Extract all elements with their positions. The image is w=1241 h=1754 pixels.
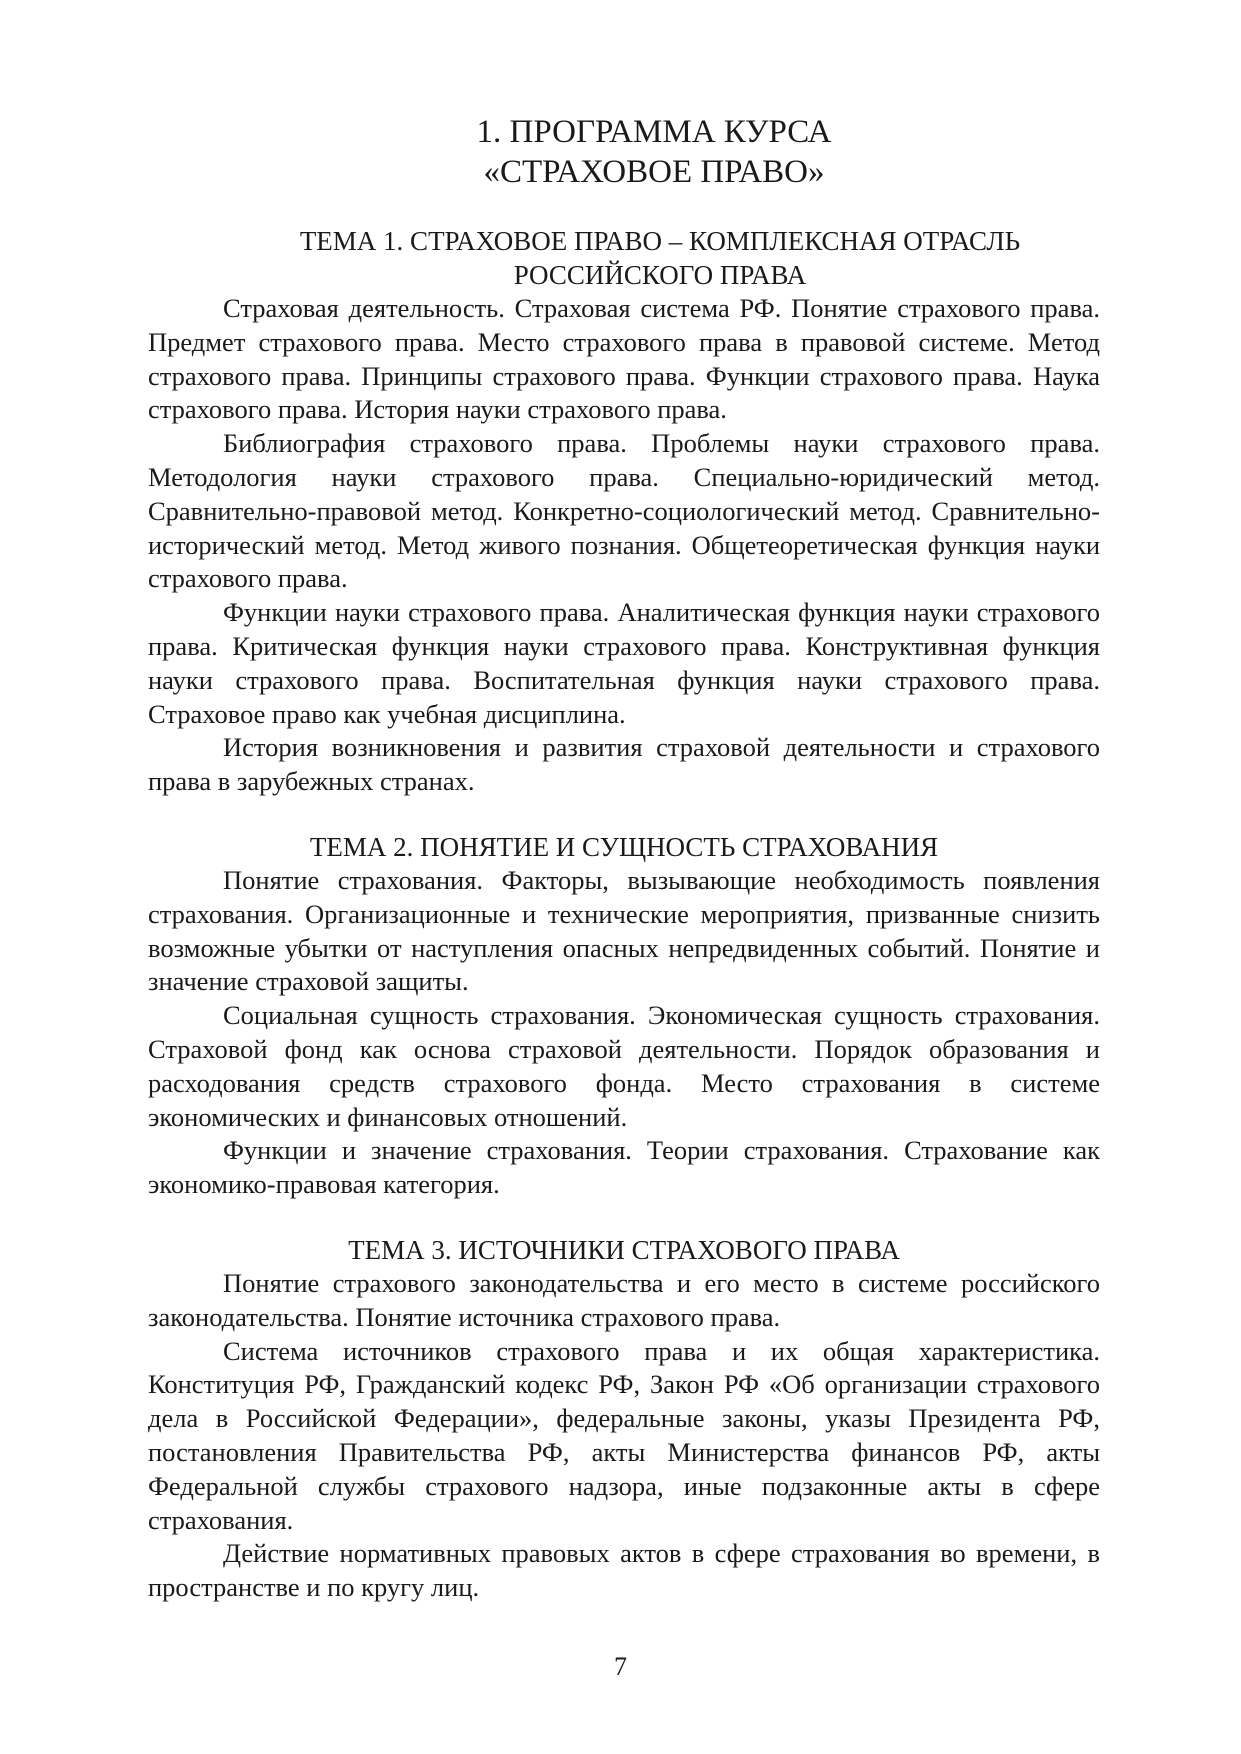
topic-3-paragraph-2: Система источников страхового права и их общая характеристика. Конституция РФ, Гражданский кодекс РФ, Закон РФ «Об организации страхового дела в Российской Федерации», федеральные законы, указы Президента РФ, постановления Правительства РФ, акты Министерства финансов РФ, акты Федеральной службы страхового надзора, иные подзаконные акты в сфере страхования. (148, 1335, 1100, 1535)
topic-3-heading (148, 1233, 1100, 1267)
topic-3-paragraph-1: Понятие страхового законодательства и его место в системе российского законодательства. Понятие источника страхового права. (148, 1267, 1100, 1332)
topic-1-section (148, 224, 1100, 799)
topic-1-heading-line-1: ТЕМА 1. СТРАХОВОЕ ПРАВО – КОМПЛЕКСНАЯ ОТРАСЛЬ (299, 226, 1021, 256)
topic-1-paragraph-3: Функции науки страхового права. Аналитическая функция науки страхового права. Критическая функция науки страхового права. Конструктивная функция науки страхового права. Воспитательная функция науки страхового права. Страховое право как учебная дисциплина. (148, 597, 1100, 729)
topic-3-section (148, 1233, 1100, 1605)
topic-1-heading (148, 224, 1100, 292)
page-number: 7 (614, 1652, 627, 1681)
document-title-line-1: 1. ПРОГРАММА КУРСА (476, 114, 832, 150)
topic-1-paragraph-2: Библиография страхового права. Проблемы науки страхового права. Методология науки страхового права. Специально-юридический метод. Сравнительно-правовой метод. Конкретно-социологический метод. Сравнительно-исторический метод. Метод живого познания. Общетеоретическая функция науки страхового права. (148, 428, 1100, 594)
topic-1-heading-line-2: РОССИЙСКОГО ПРАВА (513, 260, 807, 290)
topic-2-paragraph-2: Социальная сущность страхования. Экономическая сущность страхования. Страховой фонд как основа страховой деятельности. Порядок образования и расходования средств страхового фонда. Место страхования в системе экономических и финансовых отношений. (148, 1000, 1100, 1132)
topic-2-section (148, 830, 1100, 1202)
document-page (148, 112, 1100, 1636)
document-title (148, 112, 1100, 192)
topic-1-paragraph-4: История возникновения и развития страховой деятельности и страхового права в зарубежных странах. (148, 732, 1100, 797)
topic-2-heading (148, 830, 1100, 864)
topic-3-heading-line-1: ТЕМА 3. ИСТОЧНИКИ СТРАХОВОГО ПРАВА (348, 1234, 900, 1265)
topic-2-paragraph-3: Функции и значение страхования. Теории страхования. Страхование как экономико-правовая категория. (148, 1135, 1100, 1200)
topic-3-paragraph-3: Действие нормативных правовых актов в сфере страхования во времени, в пространстве и по кругу лиц. (148, 1538, 1100, 1603)
topic-2-heading-line-1: ТЕМА 2. ПОНЯТИЕ И СУЩНОСТЬ СТРАХОВАНИЯ (309, 831, 939, 862)
topic-2-paragraph-1: Понятие страхования. Факторы, вызывающие необходимость появления страхования. Организационные и технические мероприятия, призванные снизить возможные убытки от наступления опасных непредвиденных событий. Понятие и значение страховой защиты. (148, 864, 1100, 997)
document-title-line-2: «СТРАХОВОЕ ПРАВО» (483, 154, 825, 190)
topic-1-paragraph-1: Страховая деятельность. Страховая система РФ. Понятие страхового права. Предмет страхового права. Место страхового права в правовой системе. Метод страхового права. Принципы страхового права. Функции страхового права. Наука страхового права. История науки страхового права. (148, 293, 1100, 425)
